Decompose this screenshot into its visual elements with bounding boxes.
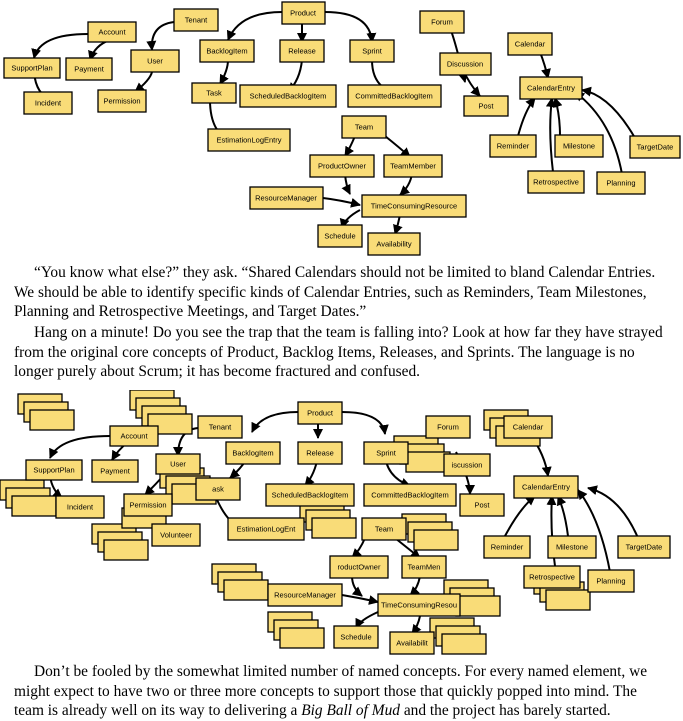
svg-text:Payment: Payment [74, 64, 104, 74]
node-tenant [174, 9, 218, 31]
svg-text:User: User [147, 56, 163, 66]
node-estimationlogentry [228, 518, 304, 540]
svg-text:User: User [170, 459, 186, 469]
node-milestone [548, 536, 596, 558]
svg-text:Calendar: Calendar [514, 39, 546, 49]
paragraph-text-before: Don’t be fooled by the somewhat limited number of named concepts. For every named element, we might expect to have two or three more concepts to support those that quickly popped into mind. The team is already well on its way to delivering a [14, 663, 648, 719]
node-resourcemanager [268, 584, 342, 606]
svg-text:Tenant: Tenant [208, 422, 232, 432]
node-post [460, 494, 504, 516]
node-committedbacklogitem [348, 85, 441, 107]
svg-text:ProductOwner: ProductOwner [318, 161, 366, 171]
svg-text:Calendar: Calendar [512, 422, 544, 432]
node-schedule [318, 225, 362, 247]
svg-text:TimeConsumingResource: TimeConsumingResource [370, 201, 458, 211]
svg-text:roductOwner: roductOwner [337, 562, 381, 572]
extra-concept-card [30, 410, 74, 430]
svg-text:Payment: Payment [100, 466, 130, 476]
svg-text:Milestone: Milestone [562, 141, 596, 151]
svg-text:TargetDate: TargetDate [636, 142, 674, 152]
node-payment [92, 460, 138, 482]
svg-text:TeamMember: TeamMember [390, 161, 436, 171]
node-sprint [350, 40, 394, 62]
node-committedbacklogitem [364, 484, 456, 506]
svg-text:iscussion: iscussion [451, 460, 483, 470]
svg-text:CommittedBacklogItem: CommittedBacklogItem [371, 490, 449, 500]
extra-concept-card [442, 634, 486, 654]
node-planning [588, 570, 634, 592]
extra-concept-card [312, 518, 356, 538]
node-resourcemanager [250, 187, 323, 209]
svg-text:Schedule: Schedule [340, 632, 372, 642]
node-backlogitem [226, 442, 280, 464]
diagram-nodes [4, 2, 680, 255]
svg-text:Retrospective: Retrospective [529, 572, 575, 582]
svg-text:Discussion: Discussion [446, 59, 484, 69]
node-retrospective [524, 566, 580, 588]
node-reminder [484, 536, 530, 558]
bottom-domain-diagram-svg [0, 390, 683, 660]
node-account [110, 426, 158, 446]
svg-text:CommittedBacklogItem: CommittedBacklogItem [355, 91, 433, 101]
paragraph-calendars: “You know what else?” they ask. “Shared Calendars should not be limited to bland Calendar Entries. We should be able to identify specific kinds of Calendar Entries, such as Reminders, Team Milestones, Planning and Retrospective Meetings, and Target Dates.” [14, 264, 656, 320]
paragraph-trap: Hang on a minute! Do you see the trap that the team is falling into? Look at how far they have strayed from the original core concepts of Product, Backlog Items, Releases, and Sprints. The language is no longer purely about Scrum; it has become fractured and confused. [14, 324, 663, 380]
svg-text:Permission: Permission [103, 96, 141, 106]
node-discussion [444, 454, 490, 476]
node-team [362, 518, 406, 540]
node-calendar [508, 33, 552, 55]
node-volunteer [152, 524, 200, 546]
node-availability [368, 233, 420, 255]
svg-text:Post: Post [478, 101, 494, 111]
node-tenant [198, 416, 242, 438]
node-calendarentry [514, 476, 578, 498]
svg-text:Reminder: Reminder [490, 542, 524, 552]
node-teammember [384, 155, 442, 177]
svg-text:Release: Release [288, 46, 316, 56]
svg-text:SupportPlan: SupportPlan [33, 465, 75, 475]
node-product [282, 2, 325, 24]
node-post [464, 96, 508, 116]
svg-text:Availabilit: Availabilit [396, 638, 428, 648]
node-product [298, 402, 342, 424]
node-forum [426, 416, 470, 438]
svg-text:ScheduledBacklogItem: ScheduledBacklogItem [249, 91, 327, 101]
svg-text:Forum: Forum [437, 422, 459, 432]
svg-text:ask: ask [212, 484, 224, 494]
extra-concept-card [414, 530, 458, 550]
svg-text:EstimationLogEnt: EstimationLogEnt [236, 524, 296, 534]
svg-text:Incident: Incident [66, 502, 94, 512]
svg-text:Sprint: Sprint [376, 448, 396, 458]
bottom-domain-diagram [0, 390, 683, 660]
svg-text:Post: Post [474, 500, 490, 510]
node-planning [597, 172, 645, 194]
svg-text:Task: Task [206, 88, 222, 98]
node-estimationlogentry [208, 129, 290, 151]
svg-text:CalendarEntry: CalendarEntry [522, 482, 570, 492]
svg-text:SupportPlan: SupportPlan [11, 63, 53, 73]
node-schedule [334, 626, 378, 648]
node-milestone [555, 135, 603, 157]
node-calendarentry [520, 77, 582, 99]
node-retrospective [528, 171, 584, 193]
node-backlogitem [200, 40, 254, 62]
node-calendar [504, 416, 552, 438]
svg-text:Retrospective: Retrospective [533, 177, 579, 187]
paragraph-big-ball-of-mud [14, 662, 669, 721]
svg-text:Planning: Planning [596, 576, 626, 586]
node-permission [98, 90, 146, 112]
node-team [342, 116, 386, 138]
node-user [131, 50, 179, 72]
svg-text:BacklogItem: BacklogItem [206, 46, 248, 56]
svg-text:TeamMen: TeamMen [407, 562, 441, 572]
node-scheduledbacklogitem [240, 85, 336, 107]
node-forum [420, 11, 464, 33]
paragraph-text-after: and the project has barely started. [399, 702, 611, 719]
node-permission [124, 494, 172, 516]
node-incident [56, 496, 104, 518]
svg-text:Product: Product [290, 8, 316, 18]
node-supportplan [26, 460, 82, 480]
extra-concept-card [12, 496, 56, 516]
node-timeconsumingresource [362, 195, 466, 217]
node-discussion [440, 53, 491, 75]
svg-text:Planning: Planning [606, 178, 636, 188]
node-scheduledbacklogitem [266, 484, 354, 506]
node-release [298, 442, 342, 464]
node-teammember [402, 556, 446, 578]
svg-text:TimeConsumingResou: TimeConsumingResou [380, 600, 458, 610]
svg-text:CalendarEntry: CalendarEntry [527, 83, 575, 93]
paragraph-emphasis: Big Ball of Mud [301, 702, 400, 719]
svg-text:Account: Account [120, 431, 148, 441]
node-availability [390, 632, 434, 654]
node-timeconsumingresource [378, 594, 460, 616]
node-release [280, 40, 324, 62]
svg-text:Milestone: Milestone [555, 542, 589, 552]
svg-text:Permission: Permission [129, 500, 167, 510]
node-task [196, 478, 240, 500]
svg-text:ResourceManager: ResourceManager [255, 193, 317, 203]
svg-text:Release: Release [306, 448, 334, 458]
svg-text:Sprint: Sprint [362, 46, 382, 56]
svg-text:TargetDate: TargetDate [625, 542, 663, 552]
node-sprint [364, 442, 408, 464]
node-supportplan [4, 58, 60, 78]
svg-text:Schedule: Schedule [324, 231, 356, 241]
svg-text:Incident: Incident [34, 98, 62, 108]
svg-text:Tenant: Tenant [184, 15, 208, 25]
node-task [192, 83, 236, 103]
svg-text:Team: Team [374, 524, 394, 534]
top-domain-diagram [0, 0, 683, 258]
top-domain-diagram-svg [0, 0, 683, 258]
extra-concept-card [224, 580, 268, 600]
node-reminder [490, 135, 536, 157]
node-productowner [310, 155, 374, 177]
svg-text:Forum: Forum [431, 17, 453, 27]
node-account [88, 22, 136, 42]
svg-text:Team: Team [354, 122, 374, 132]
svg-text:ScheduledBacklogItem: ScheduledBacklogItem [271, 490, 349, 500]
node-user [156, 454, 200, 474]
svg-text:EstimationLogEntry: EstimationLogEntry [216, 135, 282, 145]
svg-text:Reminder: Reminder [496, 141, 530, 151]
svg-text:ResourceManager: ResourceManager [274, 590, 336, 600]
extra-concept-card [456, 596, 500, 616]
node-productowner [330, 556, 388, 578]
node-targetdate [630, 136, 680, 158]
svg-text:Product: Product [307, 408, 333, 418]
svg-text:Volunteer: Volunteer [160, 530, 192, 540]
extra-concept-card [546, 590, 590, 610]
extra-concept-card [280, 628, 324, 648]
svg-text:BacklogItem: BacklogItem [232, 448, 274, 458]
svg-text:Availability: Availability [376, 239, 412, 249]
node-targetdate [618, 536, 670, 558]
node-incident [24, 92, 72, 114]
node-payment [66, 58, 112, 80]
svg-text:Account: Account [98, 27, 126, 37]
extra-concept-card [104, 540, 148, 560]
